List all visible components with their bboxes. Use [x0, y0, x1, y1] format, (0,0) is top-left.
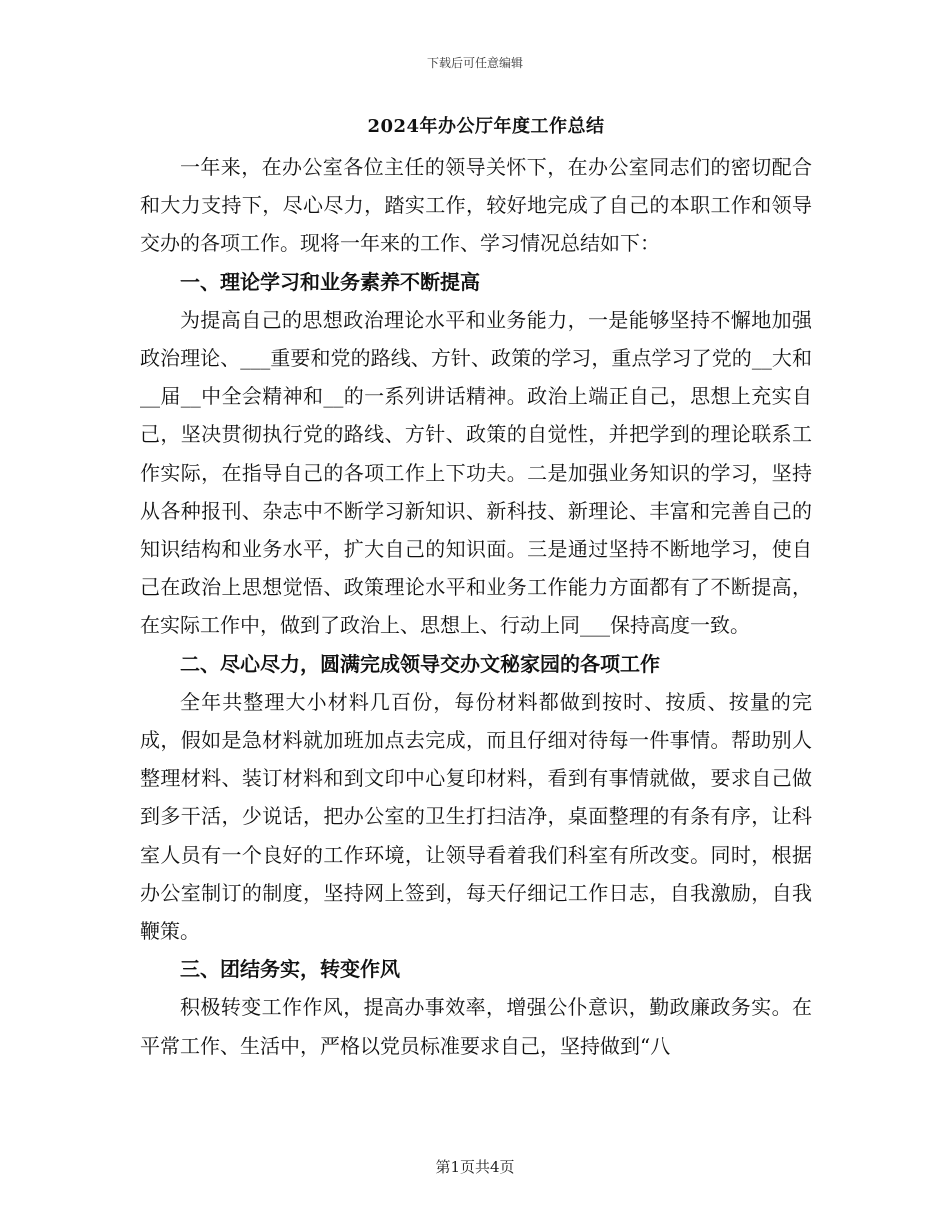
section-paragraph: 全年共整理大小材料几百份，每份材料都做到按时、按质、按量的完成，假如是急材料就加班加点去完成，而且仔细对待每一件事情。帮助别人整理材料、装订材料和到文印中心复印材料，看到有事情就做，要求自己做到多干活，少说话，把办公室的卫生打扫洁净，桌面整理的有条有序，让科室人员有一个良好的工作环境，让领导看着我们科室有所改变。同时，根据办公室制订的制度，坚持网上签到，每天仔细记工作日志，自我激励，自我鞭策。 [140, 689, 812, 944]
page-header-note: 下载后可任意编辑 [426, 56, 523, 70]
section-heading: 三、团结务实，转变作风 [180, 957, 400, 982]
intro-paragraph: 一年来，在办公室各位主任的领导关怀下，在办公室同志们的密切配合和大力支持下，尽心尽力，踏实工作，较好地完成了自己的本职工作和领导交办的各项工作。现将一年来的工作、学习情况总结如下： [140, 155, 812, 256]
section-paragraph: 为提高自己的思想政治理论水平和业务能力，一是能够坚持不懈地加强政治理论、___重要和党的路线、方针、政策的学习，重点学习了党的__大和__届__中全会精神和__的一系列讲话精神。政治上端正自己，思想上充实自己，坚决贯彻执行党的路线、方针、政策的自觉性，并把学到的理论联系工作实际，在指导自己的各项工作上下功夫。二是加强业务知识的学习，坚持从各种报刊、杂志中不断学习新知识、新科技、新理论、丰富和完善自己的知识结构和业务水平，扩大自己的知识面。三是通过坚持不断地学习，使自己在政治上思想觉悟、政策理论水平和业务工作能力方面都有了不断提高，在实际工作中，做到了政治上、思想上、行动上同___保持高度一致。 [140, 307, 812, 638]
page-number: 第1页共4页 [435, 1158, 515, 1176]
section-paragraph: 积极转变工作作风，提高办事效率，增强公仆意识，勤政廉政务实。在平常工作、生活中，严格以党员标准要求自己，坚持做到“八 [140, 995, 812, 1058]
document-title: 2024年办公厅年度工作总结 [367, 116, 605, 137]
section-heading: 二、尽心尽力，圆满完成领导交办文秘家园的各项工作 [180, 651, 660, 676]
document-body [140, 148, 812, 1065]
section-heading: 一、理论学习和业务素养不断提高 [180, 269, 480, 294]
